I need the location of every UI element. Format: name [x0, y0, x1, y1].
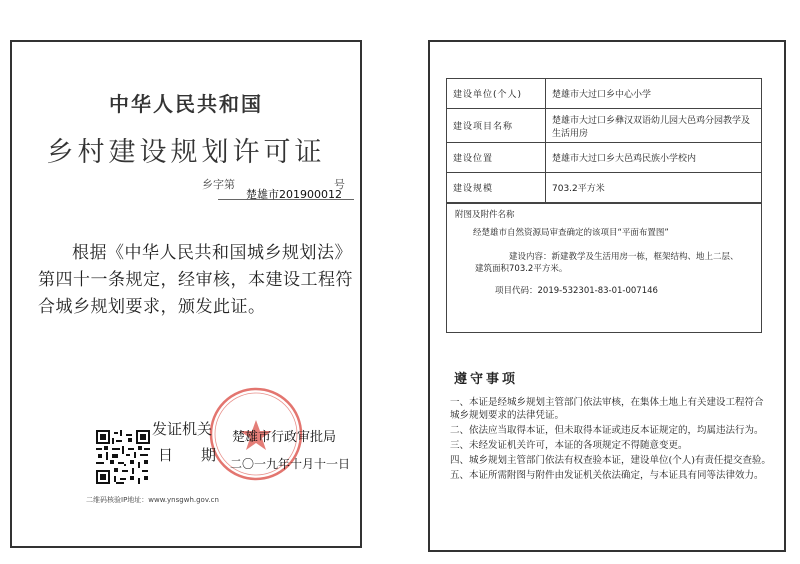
rule-item: 四、城乡规划主管部门依法有权查验本证，建设单位(个人)有责任提交查验。 [450, 455, 771, 466]
certificate-title: 乡村建设规划许可证 [46, 137, 326, 168]
rules-list [450, 396, 772, 484]
issue-date: 二〇一九年十月十一日 [230, 457, 351, 471]
table-value: 楚雄市大过口乡中心小学 [546, 79, 762, 109]
table-key: 建设规模 [447, 173, 546, 203]
table-row [447, 79, 762, 109]
qr-verify-note: 二维码核验IP地址：www.ynsgwh.gov.cn [86, 496, 219, 504]
table-row [447, 143, 762, 173]
attachments-line: 建设内容：新建教学及生活用房一栋，框架结构、地上二层、 [509, 252, 739, 262]
table-row [447, 109, 762, 143]
project-info-table [446, 78, 762, 203]
table-key: 建设位置 [447, 143, 546, 173]
project-code: 项目代码：2019-532301-83-01-007146 [495, 286, 658, 296]
table-row [447, 173, 762, 203]
date-label: 日期 [158, 446, 245, 464]
table-key: 建设单位(个人) [447, 79, 546, 109]
certificate-body: 根据《中华人民共和国城乡规划法》第四十一条规定，经审核，本建设工程符合城乡规划要求，颁发此证。 [38, 243, 353, 317]
table-value: 楚雄市大过口乡大邑鸡民族小学校内 [546, 143, 762, 173]
attachments-title: 附图及附件名称 [455, 210, 515, 220]
country-heading: 中华人民共和国 [109, 92, 263, 116]
issuer-value: 楚雄市行政审批局 [232, 430, 337, 445]
rule-item: 二、依法应当取得本证，但未取得本证或违反本证规定的，均属违法行为。 [450, 425, 764, 436]
rule-item: 五、本证所需附图与附件由发证机关依法确定，与本证具有同等法律效力。 [450, 470, 764, 481]
attachments-line: 经楚雄市自然资源局审查确定的该项目“平面布置图” [473, 228, 669, 238]
table-value: 楚雄市大过口乡彝汉双语幼儿园大邑鸡分园教学及生活用房 [546, 109, 762, 143]
attachments-line: 建筑面积703.2平方米。 [475, 264, 568, 274]
table-value: 703.2平方米 [546, 173, 762, 203]
table-key: 建设项目名称 [447, 109, 546, 143]
doc-number-prefix: 乡字第 [202, 178, 235, 191]
issuer-label: 发证机关 [152, 420, 213, 438]
rule-item: 一、本证是经城乡规划主管部门依法审核，在集体土地上有关建设工程符合城乡规划要求的法律凭证。 [450, 397, 764, 421]
doc-number-value: 楚雄市201900012 [246, 188, 342, 201]
qr-code-icon [96, 430, 150, 484]
attachments-box [446, 203, 762, 333]
rules-title: 遵守事项 [454, 372, 519, 387]
doc-number-suffix: 号 [334, 178, 345, 191]
rule-item: 三、未经发证机关许可，本证的各项规定不得随意变更。 [450, 440, 688, 451]
